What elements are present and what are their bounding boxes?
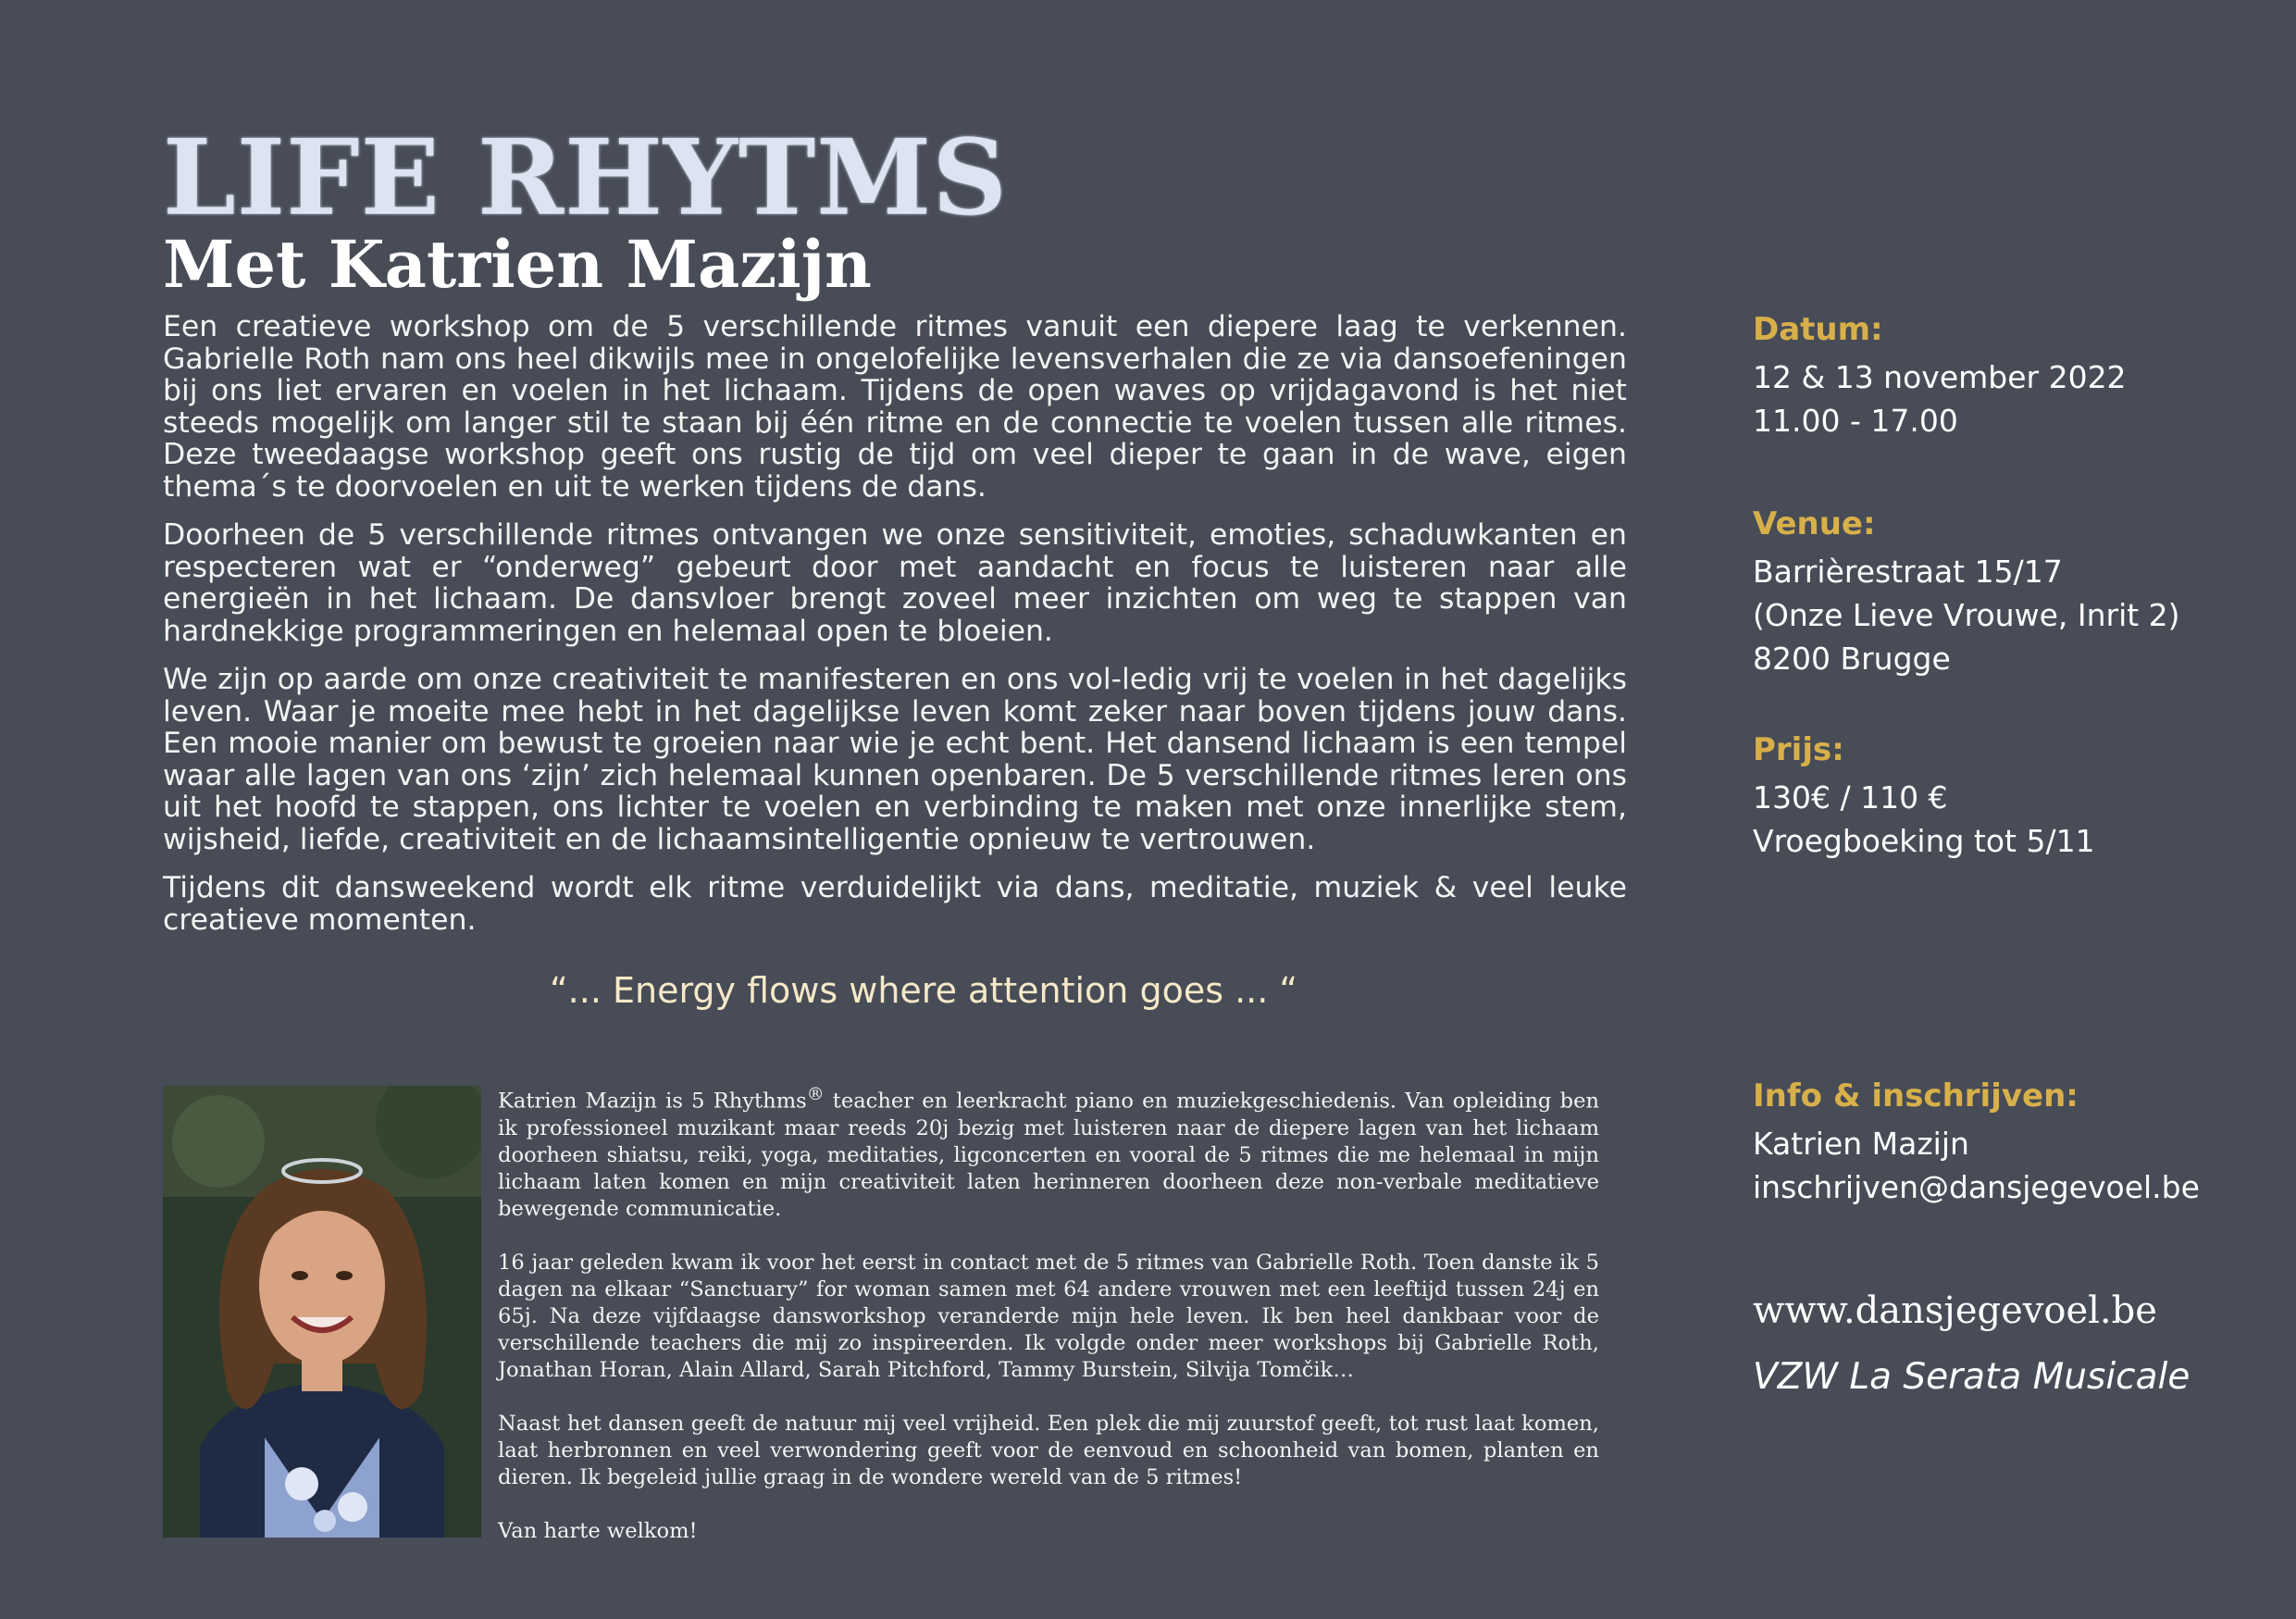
intro-text [163,311,1627,953]
price-section [1753,729,2271,863]
bio-text [498,1081,1599,1572]
venue-city: 8200 Brugge [1753,641,1951,677]
early-booking-note: Vroegboeking tot 5/11 [1753,823,2095,859]
venue-label: Venue: [1753,505,1876,542]
portrait-illustration [163,1086,481,1538]
bio-intro-rest: teacher en leerkracht piano en muziekgeschiedenis. Van opleiding ben ik professioneel muzikant maar reeds 20j bezig met luisteren naar de diepere lagen van het lichaam doorheen shiatsu, reiki, yoga, meditaties, ligconcerten en vooral de 5 ritmes die me helemaal in mijn lichaam laten komen en mijn creativiteit laten herinneren doorheen deze non-verbale meditatieve bewegende communicatie. [498,1089,1599,1221]
intro-paragraph: We zijn op aarde om onze creativiteit te manifesteren en ons vol-ledig vrij te voelen in het dagelijks leven. Waar je moeite mee hebt in het dagelijkse leven komt zeker naar boven tijdens jouw dans. Een mooie manier om bewust te groeien naar wie je echt bent. Het dansend lichaam is een tempel waar alle lagen van ons ‘zijn’ zich helemaal kunnen openbaren. De 5 verschillende ritmes leren ons uit het hoofd te stappen, ons lichter te voelen en verbinding te maken met onze innerlijke stem, wijsheid, liefde, creativiteit en de lichaamsintelligentie opnieuw te vertrouwen. [163,663,1627,856]
bio-closing: Van harte welkom! [498,1518,698,1543]
contact-name: Katrien Mazijn [1753,1126,1969,1162]
venue-place: (Onze Lieve Vrouwe, Inrit 2) [1753,597,2180,633]
page-title: LIFE RHYTMS [163,118,1009,239]
page-subtitle: Met Katrien Mazijn [163,226,872,303]
quote: “... Energy flows where attention goes ... “ [550,970,1298,1011]
website-link: www.dansjegevoel.be [1753,1289,2157,1332]
organisation-name: VZW La Serata Musicale [1753,1356,2191,1398]
date-label: Datum: [1753,311,1883,348]
date-value: 12 & 13 november 2022 [1753,359,2127,395]
venue-section [1753,504,2271,680]
registered-mark: ® [806,1085,825,1104]
date-section [1753,309,2271,442]
info-label: Info & inschrijven: [1753,1077,2079,1115]
intro-paragraph: Een creatieve workshop om de 5 verschillende ritmes vanuit een diepere laag te verkennen. Gabrielle Roth nam ons heel dikwijls mee in ongelofelijke levensverhalen die ze via dansoefeningen bij ons liet ervaren en voelen in het lichaam. Tijdens de open waves op vrijdagavond is het niet steeds mogelijk om langer stil te staan bij één ritme en de connectie te voelen tussen alle ritmes. Deze tweedaagse workshop geeft ons rustig de tijd om veel dieper te gaan in de wave, eigen thema´s te doorvoelen en uit te werken tijdens de dans. [163,310,1627,504]
intro-paragraph: Doorheen de 5 verschillende ritmes ontvangen we onze sensitiviteit, emoties, schaduwkanten en respecteren wat er “onderweg” gebeurt door met aandacht en focus te luisteren naar alle energieën in het lichaam. De dansvloer brengt zoveel meer inzichten om weg te stappen van hardnekkige programmeringen en helemaal open te bloeien. [163,518,1627,648]
info-section [1753,1076,2271,1209]
bio-paragraph: Naast het dansen geeft de natuur mij veel vrijheid. Een plek die mij zuurstof geeft, tot rust laat komen, laat herbronnen en veel verwondering geeft voor de eenvoud en schoonheid van bomen, planten en dieren. Ik begeleid jullie graag in de wondere wereld van de 5 ritmes! [498,1411,1599,1489]
bio-paragraph: 16 jaar geleden kwam ik voor het eerst in contact met de 5 ritmes van Gabrielle Roth. Toen danste ik 5 dagen na elkaar “Sanctuary” for woman samen met 64 andere vrouwen met een leeftijd tussen 24j en 65j. Na deze vijfdaagse dansworkshop veranderde mijn hele leven. Ik ben heel dankbaar voor de verschillende teachers die mij zo inspireerden. Ik volgde onder meer workshops bij Gabrielle Roth, Jonathan Horan, Alain Allard, Sarah Pitchford, Tammy Burstein, Silvija Tomčik… [498,1250,1599,1382]
bio-intro: Katrien Mazijn is 5 Rhythms [498,1089,807,1114]
time-value: 11.00 - 17.00 [1753,403,1958,439]
price-value: 130€ / 110 € [1753,779,1948,816]
venue-street: Barrièrestraat 15/17 [1753,554,2063,590]
intro-paragraph: Tijdens dit dansweekend wordt elk ritme verduidelijkt via dans, meditatie, muziek & veel leuke creatieve momenten. [163,871,1627,937]
portrait-photo [163,1086,481,1538]
price-label: Prijs: [1753,731,1844,768]
bio-paragraph [498,1081,1599,1223]
contact-email: inschrijven@dansjegevoel.be [1753,1169,2200,1205]
